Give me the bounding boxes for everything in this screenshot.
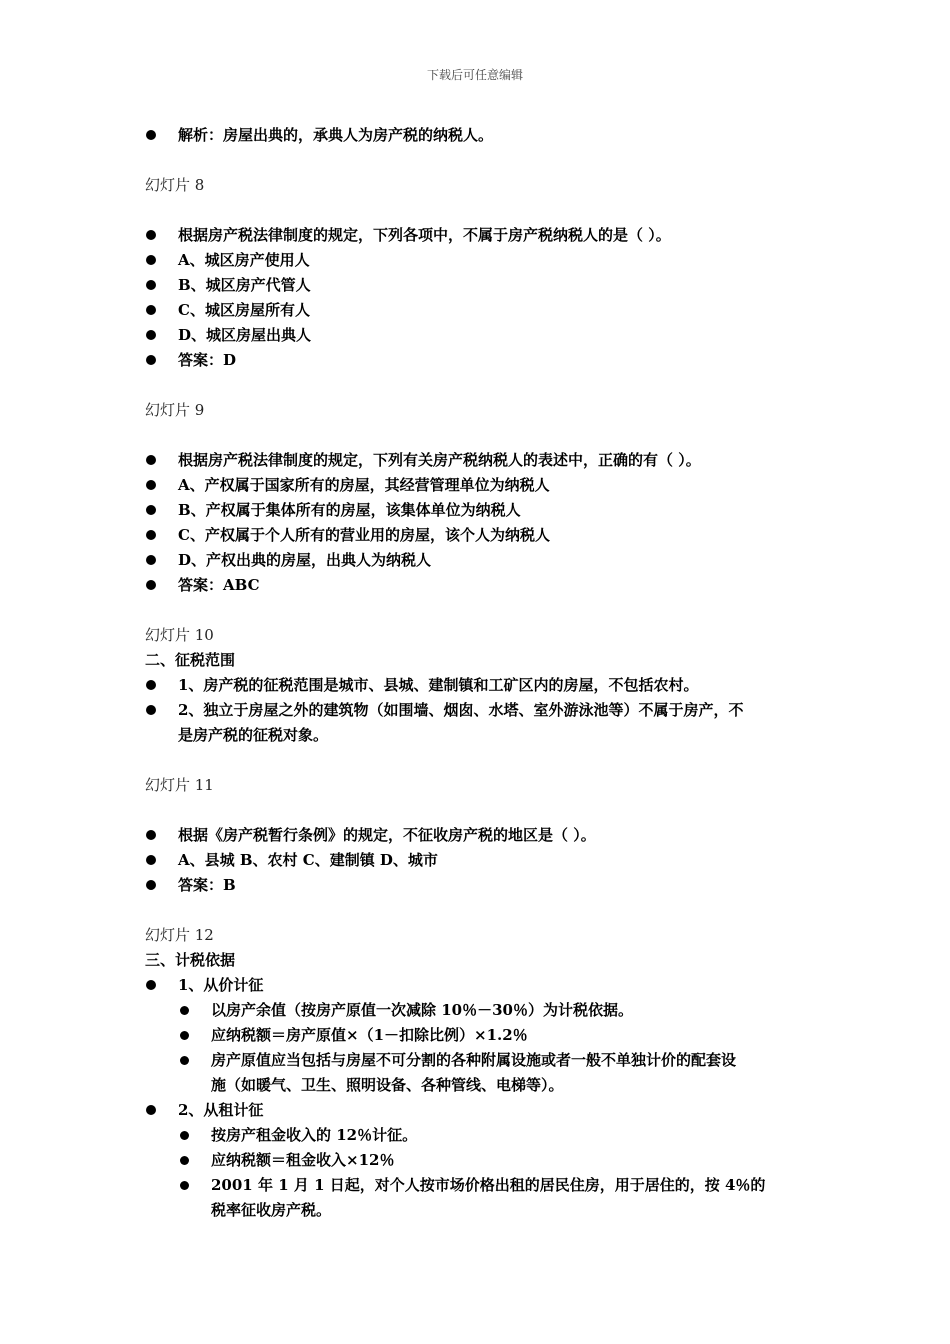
sub-bullet-icon <box>180 1056 189 1065</box>
bullet-item: 答案：D <box>178 351 237 369</box>
bullet-icon <box>146 230 156 240</box>
bullet-item: A、产权属于国家所有的房屋，其经营管理单位为纳税人 <box>178 476 550 494</box>
slide-label: 幻灯片 12 <box>145 926 214 944</box>
bullet-item-continuation: 是房产税的征税对象。 <box>178 726 329 744</box>
sub-bullet-icon <box>180 1031 189 1040</box>
page-header: 下载后可任意编辑 <box>426 68 523 82</box>
bullet-icon <box>146 980 156 990</box>
slide-label: 幻灯片 8 <box>145 176 205 194</box>
bullet-item: A、城区房产使用人 <box>178 251 310 269</box>
bullet-item: 1、从价计征 <box>178 976 264 994</box>
slide-label: 幻灯片 11 <box>145 776 214 794</box>
sub-bullet-item: 2001 年 1 月 1 日起，对个人按市场价格出租的居民住房，用于居住的，按 4％的 <box>211 1176 766 1194</box>
bullet-icon <box>146 555 156 565</box>
bullet-item: 根据房产税法律制度的规定，下列各项中，不属于房产税纳税人的是（ ）。 <box>178 226 671 244</box>
sub-bullet-item-continuation: 施（如暖气、卫生、照明设备、各种管线、电梯等）。 <box>211 1076 564 1094</box>
section-heading: 三、计税依据 <box>145 951 236 969</box>
sub-bullet-icon <box>180 1181 189 1190</box>
bullet-icon <box>146 305 156 315</box>
bullet-item: 根据房产税法律制度的规定，下列有关房产税纳税人的表述中，正确的有（ ）。 <box>178 451 701 469</box>
bullet-item: 2、独立于房屋之外的建筑物（如围墙、烟囱、水塔、室外游泳池等）不属于房产，不 <box>178 701 744 719</box>
bullet-item: 2、从租计征 <box>178 1101 264 1119</box>
bullet-icon <box>146 580 156 590</box>
sub-bullet-icon <box>180 1006 189 1015</box>
sub-bullet-item: 应纳税额＝租金收入×12％ <box>211 1151 395 1169</box>
bullet-icon <box>146 880 156 890</box>
bullet-icon <box>146 505 156 515</box>
bullet-icon <box>146 705 156 715</box>
bullet-icon <box>146 855 156 865</box>
bullet-item: 答案：ABC <box>178 576 260 594</box>
bullet-item: B、产权属于集体所有的房屋，该集体单位为纳税人 <box>178 501 521 519</box>
sub-bullet-icon <box>180 1156 189 1165</box>
bullet-icon <box>146 130 156 140</box>
bullet-item: D、城区房屋出典人 <box>178 326 312 344</box>
sub-bullet-item: 应纳税额＝房产原值×（1－扣除比例）×1.2％ <box>211 1026 528 1044</box>
bullet-icon <box>146 680 156 690</box>
bullet-icon <box>146 280 156 290</box>
bullet-item: 根据《房产税暂行条例》的规定，不征收房产税的地区是（ ）。 <box>178 826 596 844</box>
bullet-item: A、县城 B、农村 C、建制镇 D、城市 <box>178 851 438 869</box>
sub-bullet-item: 按房产租金收入的 12％计征。 <box>211 1126 418 1144</box>
bullet-item: D、产权出典的房屋，出典人为纳税人 <box>178 551 432 569</box>
sub-bullet-item-continuation: 税率征收房产税。 <box>211 1201 332 1219</box>
bullet-item: C、城区房屋所有人 <box>178 301 310 319</box>
sub-bullet-item: 以房产余值（按房产原值一次减除 10％－30％）为计税依据。 <box>211 1001 633 1019</box>
bullet-icon <box>146 830 156 840</box>
bullet-icon <box>146 330 156 340</box>
slide-label: 幻灯片 10 <box>145 626 214 644</box>
slide-label: 幻灯片 9 <box>145 401 205 419</box>
bullet-icon <box>146 480 156 490</box>
bullet-icon <box>146 355 156 365</box>
bullet-icon <box>146 530 156 540</box>
bullet-item: 解析：房屋出典的，承典人为房产税的纳税人。 <box>178 126 494 144</box>
section-heading: 二、征税范围 <box>145 651 236 669</box>
sub-bullet-icon <box>180 1131 189 1140</box>
bullet-item: B、城区房产代管人 <box>178 276 311 294</box>
bullet-item: 1、房产税的征税范围是城市、县城、建制镇和工矿区内的房屋，不包括农村。 <box>178 676 699 694</box>
bullet-icon <box>146 255 156 265</box>
bullet-icon <box>146 455 156 465</box>
bullet-item: C、产权属于个人所有的营业用的房屋，该个人为纳税人 <box>178 526 550 544</box>
bullet-icon <box>146 1105 156 1115</box>
bullet-item: 答案：B <box>178 876 236 894</box>
sub-bullet-item: 房产原值应当包括与房屋不可分割的各种附属设施或者一般不单独计价的配套设 <box>211 1051 737 1069</box>
